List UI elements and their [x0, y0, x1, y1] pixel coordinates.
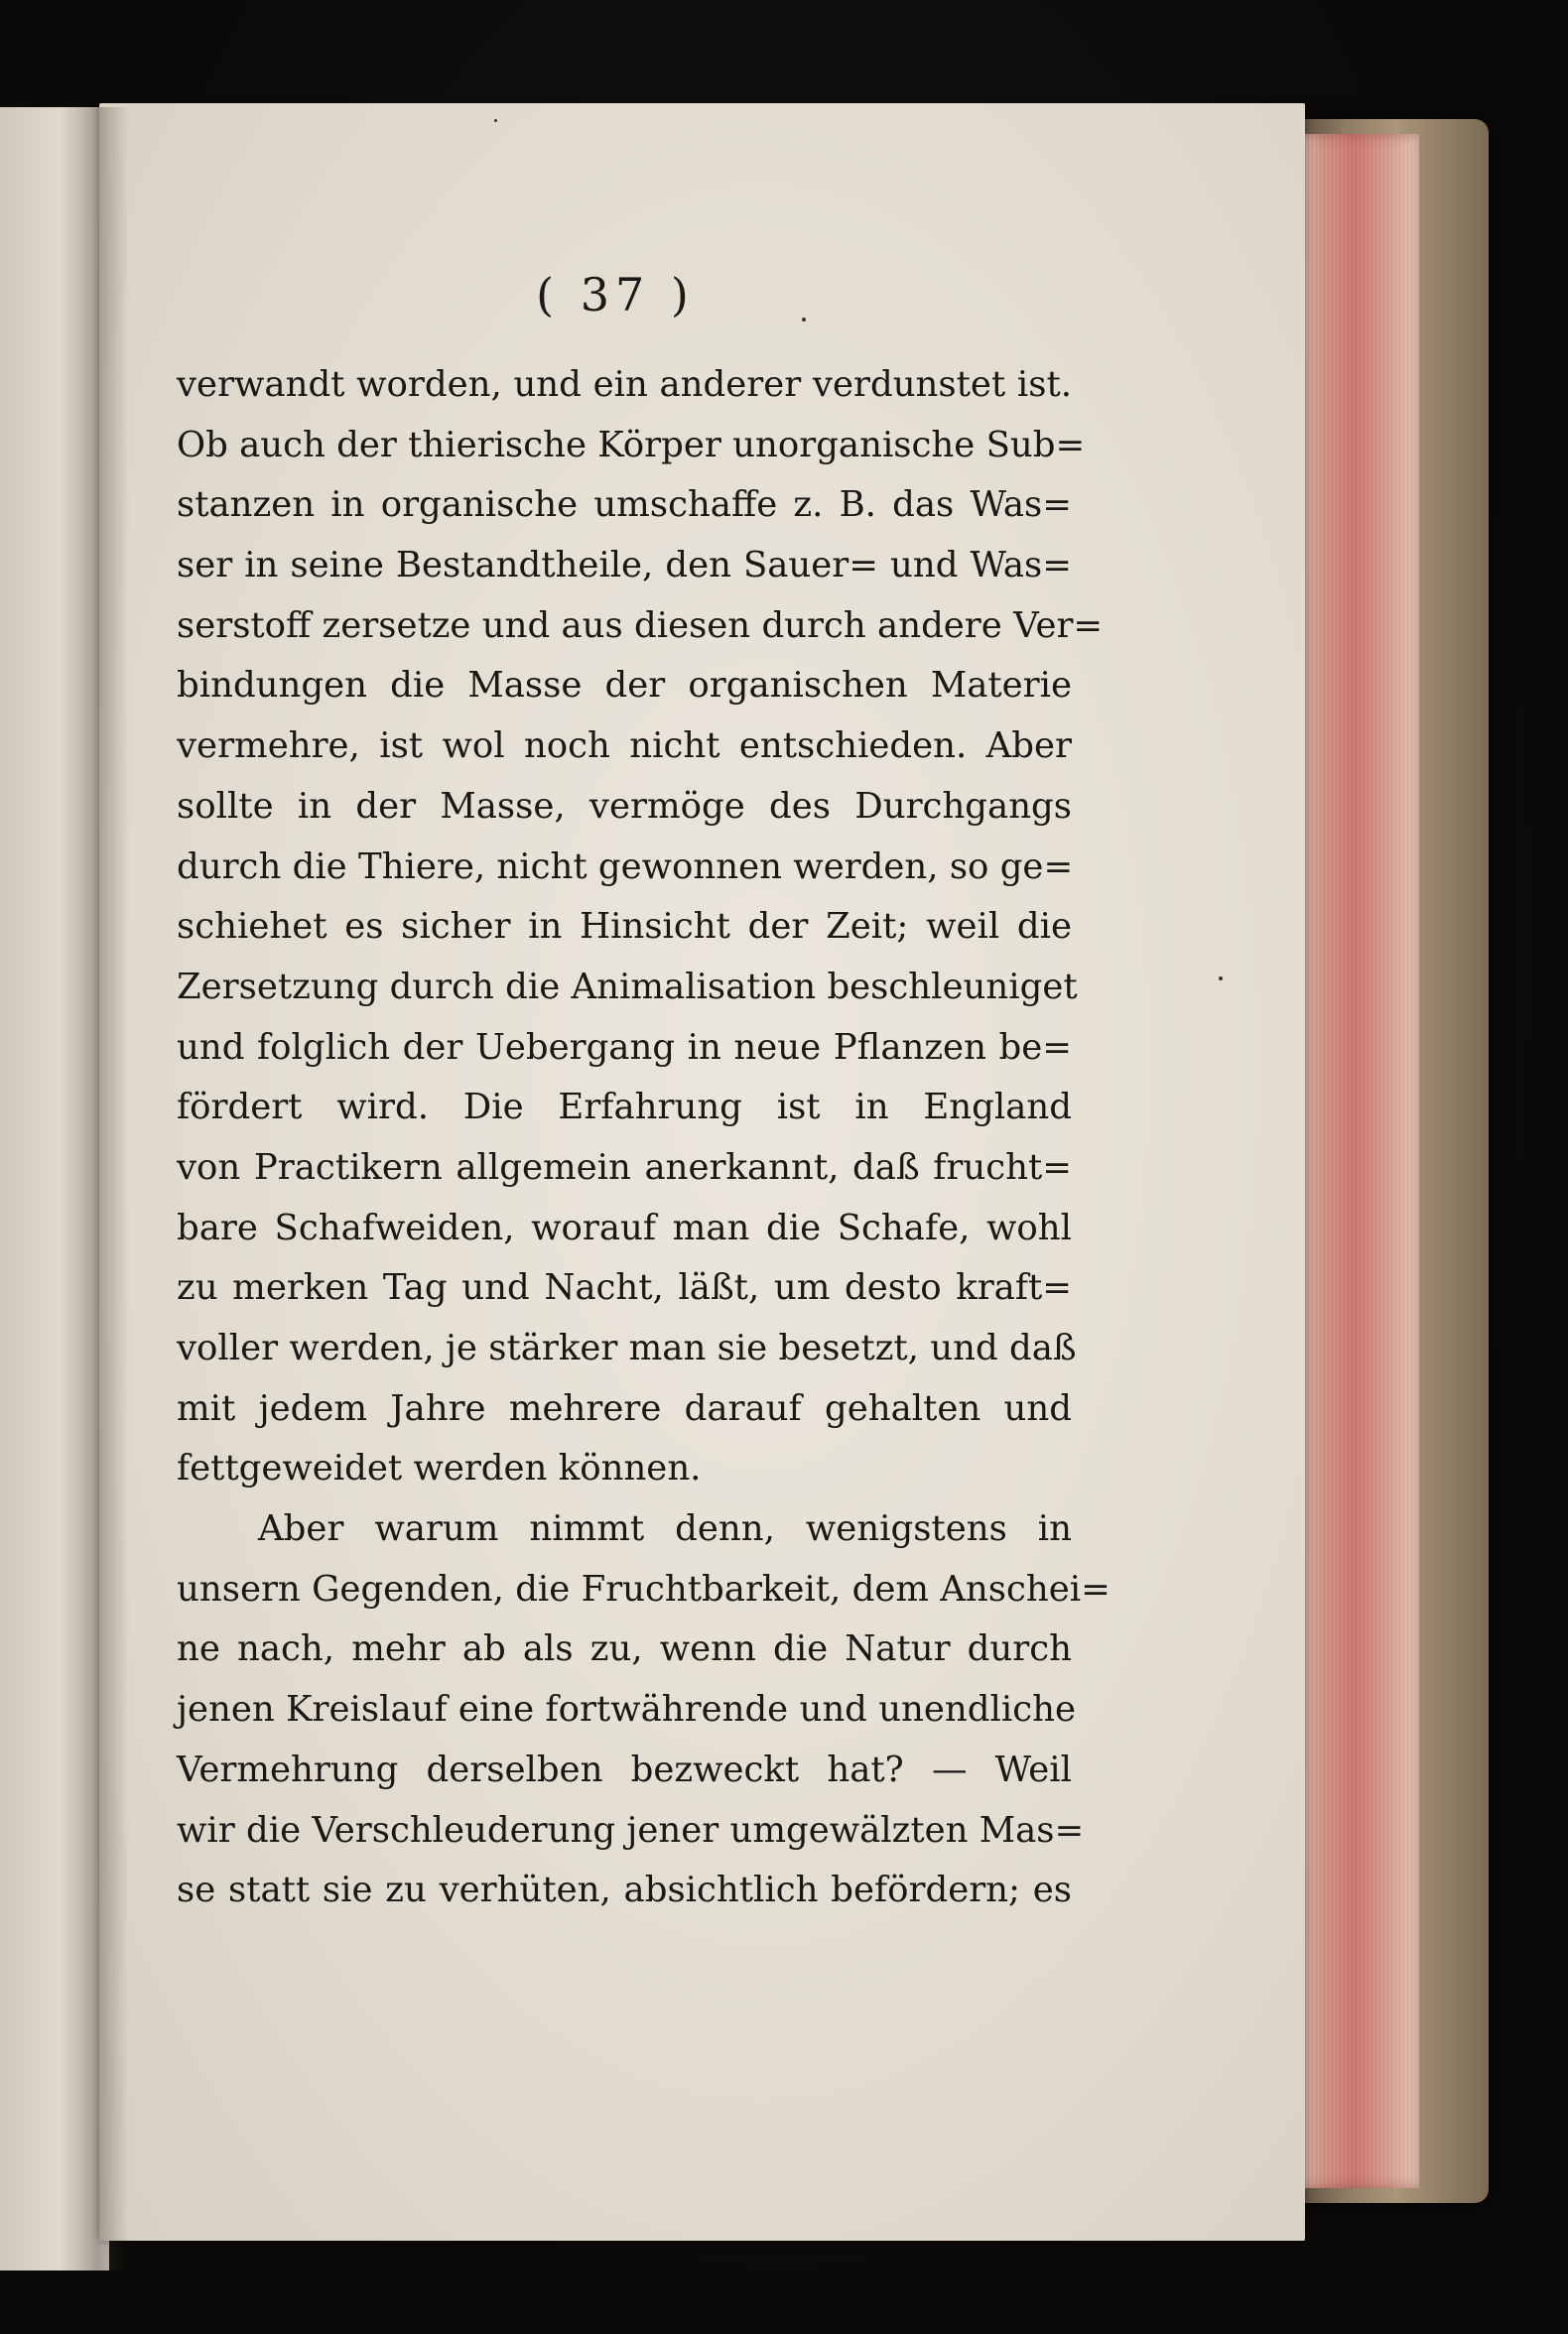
text-line: wir die Verschleuderung jener umgewälzten Mas=	[177, 1809, 1085, 1851]
text-line: Aber warum nimmt denn, wenigstens in	[258, 1508, 1072, 1550]
text-line: stanzen in organische umschaffe z. B. das Was=	[177, 484, 1072, 526]
text-line: verwandt worden, und ein anderer verdunstet ist.	[177, 364, 1072, 405]
text-line: und folglich der Uebergang in neue Pflanzen be=	[177, 1026, 1072, 1068]
text-line: sollte in der Masse, vermöge des Durchgangs	[177, 785, 1072, 827]
text-line: zu merken Tag und Nacht, läßt, um desto kraft=	[177, 1267, 1072, 1309]
text-line: fördert wird. Die Erfahrung ist in England	[177, 1087, 1072, 1128]
page-gutter-shadow	[60, 107, 129, 2270]
paper-speck	[802, 318, 806, 322]
text-line: durch die Thiere, nicht gewonnen werden, so ge=	[177, 845, 1074, 887]
paper-speck	[494, 119, 497, 122]
text-line: Vermehrung derselben bezweckt hat? — Weil	[177, 1749, 1072, 1790]
text-line: jenen Kreislauf eine fortwährende und unendliche	[177, 1689, 1076, 1731]
text-line: se statt sie zu verhüten, absichtlich befördern; es	[177, 1870, 1072, 1911]
text-line: ne nach, mehr ab als zu, wenn die Natur durch	[177, 1628, 1072, 1670]
text-line: fettgeweidet werden können.	[177, 1448, 702, 1490]
text-line: Zersetzung durch die Animalisation beschleuniget	[177, 966, 1078, 1007]
text-line: voller werden, je stärker man sie besetzt, und daß	[177, 1328, 1077, 1368]
text-line: vermehre, ist wol noch nicht entschieden. Aber	[177, 725, 1072, 767]
page-number: ( 37 )	[536, 268, 695, 322]
text-line: Ob auch der thierische Körper unorganische Sub=	[177, 424, 1086, 465]
text-line: serstoff zersetze und aus diesen durch andere Ver=	[177, 604, 1104, 646]
text-line: bindungen die Masse der organischen Materie	[177, 665, 1072, 707]
text-line: schiehet es sicher in Hinsicht der Zeit; weil die	[177, 906, 1072, 948]
page-body-text	[177, 355, 1111, 1921]
paper-speck	[1219, 976, 1223, 980]
text-line: bare Schafweiden, worauf man die Schafe, wohl	[177, 1207, 1072, 1248]
text-line: mit jedem Jahre mehrere darauf gehalten und	[177, 1387, 1072, 1429]
text-line: von Practikern allgemein anerkannt, daß frucht=	[177, 1146, 1072, 1188]
page-fore-edge	[1290, 134, 1419, 2188]
text-line: ser in seine Bestandtheile, den Sauer= und Was=	[177, 545, 1072, 586]
text-line: unsern Gegenden, die Fruchtbarkeit, dem Anschei=	[177, 1568, 1111, 1610]
